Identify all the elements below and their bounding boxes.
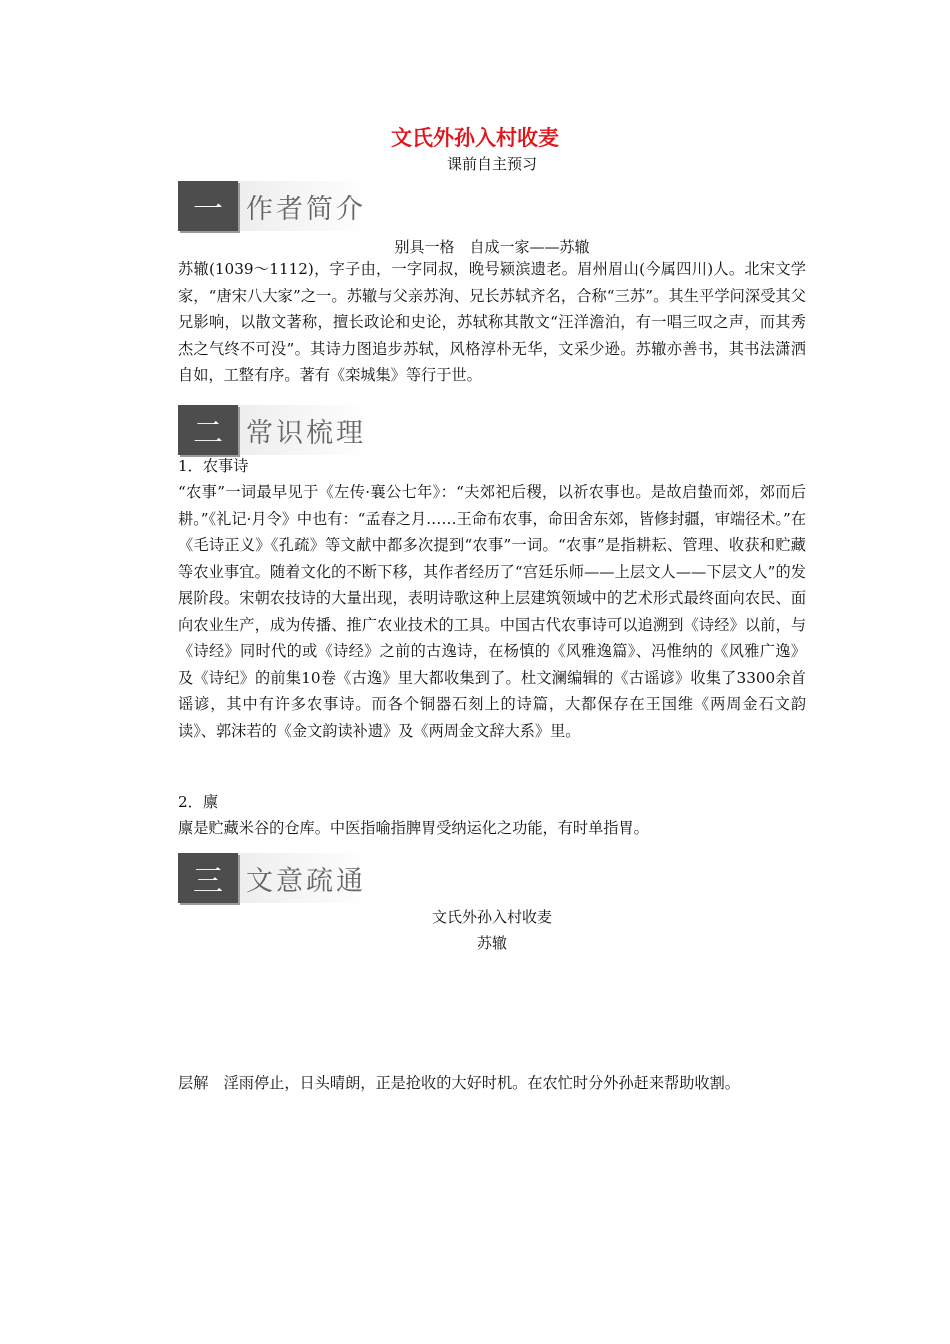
document-subtitle: 课前自主预习	[446, 155, 537, 173]
author-paragraph: 苏辙(1039～1112)，字子由，一字同叔，晚号颍滨遗老。眉州眉山(今属四川)人。北宋文学家，“唐宋八大家”之一。苏辙与父亲苏洵、兄长苏轼齐名，合称“三苏”。其生平学问深受其父兄影响，以散文著称，擅长政论和史论，苏轼称其散文“汪洋澹泊，有一唱三叹之声，而其秀杰之气终不可没”。其诗力图追步苏轼，风格淳朴无华，文采少逊。苏辙亦善书，其书法潇洒自如，工整有序。著有《栾城集》等行于世。	[178, 260, 806, 384]
poem-title: 文氏外孙入村收麦	[431, 908, 552, 926]
knowledge-item-2-title: 2．廪	[178, 793, 219, 811]
section-number: 二	[178, 405, 238, 455]
section-number: 三	[178, 853, 238, 903]
section-banner-author	[178, 181, 370, 231]
knowledge-item-1-text: “农事”一词最早见于《左传·襄公七年》：“夫郊祀后稷，以祈农事也。是故启蛰而郊，郊而后耕。”《礼记·月令》中也有：“孟春之月……王命布农事，命田舍东郊，皆修封疆，审端径术。”在《毛诗正义》《孔疏》等文献中都多次提到“农事”一词。“农事”是指耕耘、管理、收获和贮藏等农业事宜。随着文化的不断下移，其作者经历了“宫廷乐师——上层文人——下层文人”的发展阶段。宋朝农技诗的大量出现，表明诗歌这种上层建筑领域中的艺术形式最终面向农民、面向农业生产，成为传播、推广农业技术的工具。中国古代农事诗可以追溯到《诗经》以前，与《诗经》同时代的或《诗经》之前的古逸诗，在杨慎的《风雅逸篇》、冯惟纳的《风雅广逸》及《诗纪》的前集10卷《古逸》里大都收集到了。杜文澜编辑的《古谣谚》收集了3300余首谣谚，其中有许多农事诗。而各个铜器石刻上的诗篇，大都保存在王国维《两周金石文韵读》、郭沫若的《金文韵读补遗》及《两周金文辞大系》里。	[178, 483, 807, 740]
author-heading: 别具一格 自成一家——苏辙	[394, 238, 590, 256]
poem-layer-note: 层解 淫雨停止，日头晴朗，正是抢收的大好时机。在农忙时分外孙赶来帮助收割。	[178, 1074, 740, 1092]
knowledge-item-2-text: 廪是贮藏米谷的仓库。中医指喻指脾胃受纳运化之功能，有时单指胃。	[178, 819, 649, 837]
section-number: 一	[178, 181, 238, 231]
document-title: 文氏外孙入村收麦	[391, 126, 559, 150]
section-label: 作者简介	[246, 194, 366, 225]
section-banner-knowledge	[178, 405, 370, 455]
poem-author: 苏辙	[476, 934, 507, 952]
section-banner-meaning	[178, 853, 370, 903]
knowledge-item-1-title: 1．农事诗	[178, 457, 249, 475]
section-label: 文意疏通	[246, 866, 366, 897]
section-label: 常识梳理	[246, 418, 366, 449]
